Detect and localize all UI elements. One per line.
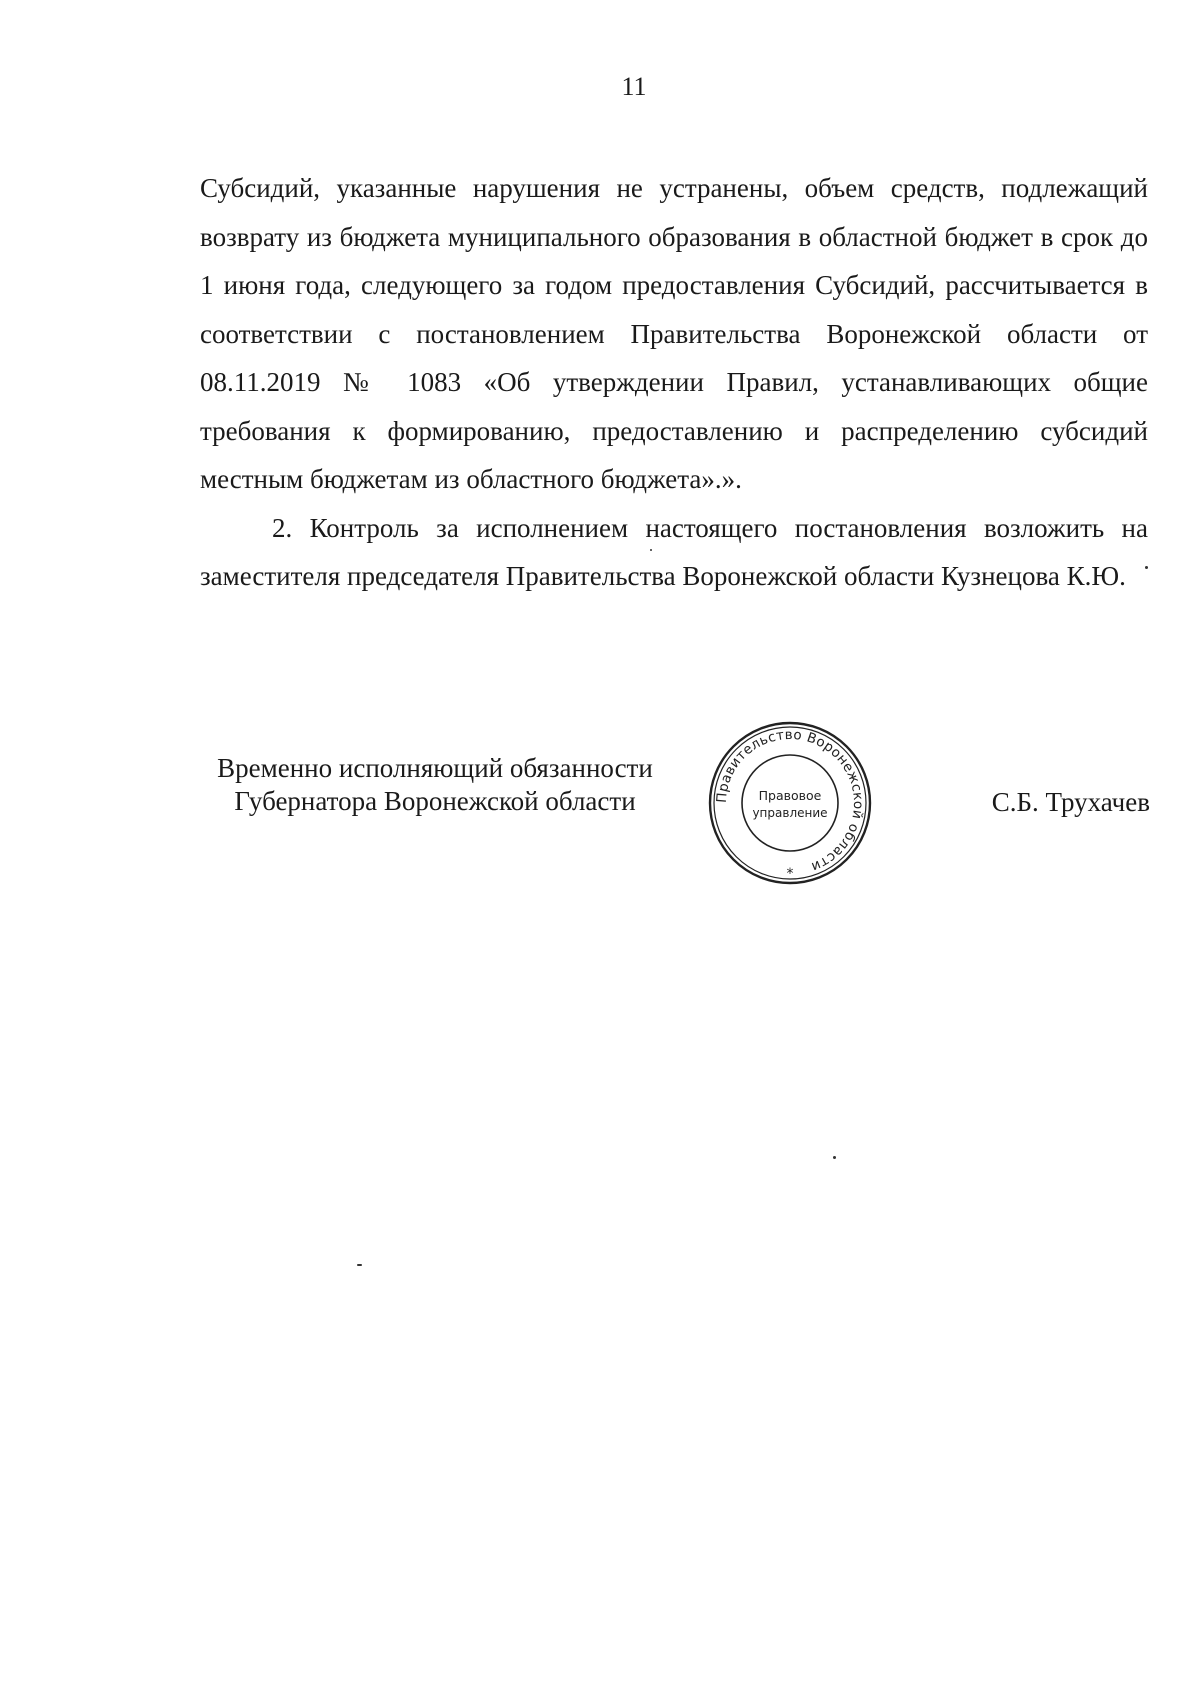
stamp-star: *	[786, 866, 794, 882]
page-number: 11	[621, 72, 647, 101]
scan-speck	[650, 549, 652, 551]
scan-speck	[833, 1156, 836, 1159]
signatory-name: С.Б. Трухачев	[991, 787, 1150, 817]
paragraph-continuation: Субсидий, указанные нарушения не устранены, объем средств, подлежащий возврату из бюджета муниципального образования в областной бюджет в срок до 1 июня года, следующего за годом предоставления Субсидий, рассчитывается в соответствии с постановлением Правительства Воронежской области от 08.11.2019 № 1083 «Об утверждении Правил, устанавливающих общие требования к формированию, предоставлению и распределению субсидий местным бюджетам из областного бюджета».».	[200, 173, 1148, 494]
stamp-inner-line2: управление	[752, 806, 828, 820]
stamp-inner-ring	[742, 755, 838, 851]
signatory-title-line1: Временно исполняющий обязанности	[217, 753, 653, 783]
stamp-outer-text: Правительство Воронежской области	[713, 726, 867, 875]
stamp-inner-line1: Правовое	[758, 788, 822, 803]
document-body	[200, 164, 1148, 601]
scan-speck	[357, 1264, 362, 1266]
paragraph-control: 2. Контроль за исполнением настоящего постановления возложить на заместителя председателя Правительства Воронежской области Кузнецова К.Ю.	[200, 512, 1148, 591]
stamp-outer-ring	[710, 723, 870, 883]
official-stamp	[705, 718, 875, 888]
scan-speck	[1145, 566, 1148, 569]
signatory-title	[200, 752, 670, 818]
signatory-title-line2: Губернатора Воронежской области	[234, 786, 636, 816]
